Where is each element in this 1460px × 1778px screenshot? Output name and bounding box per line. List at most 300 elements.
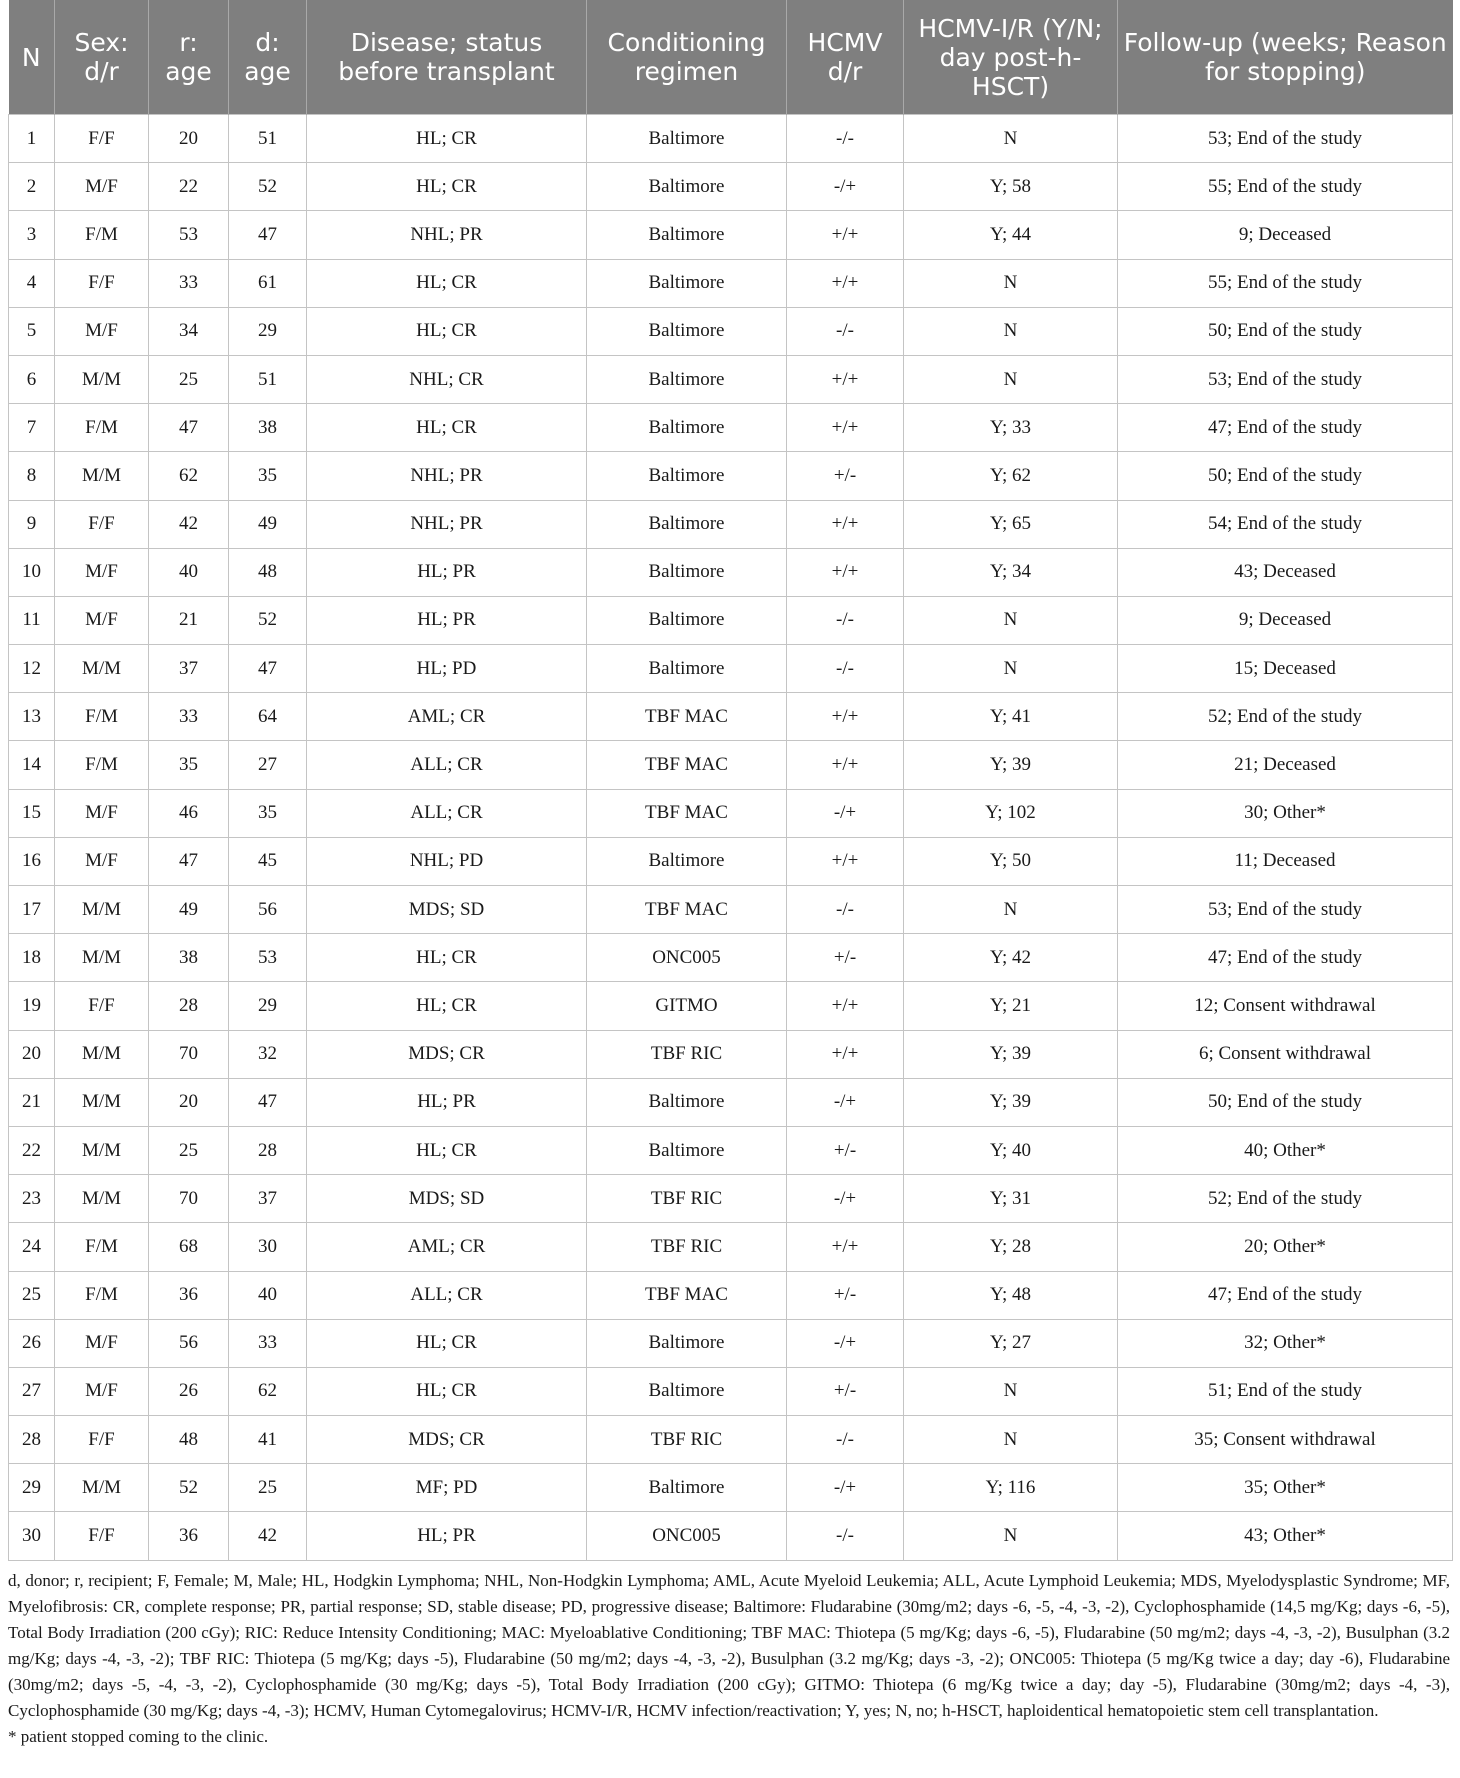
cell-hcmv-serostatus: +/+ xyxy=(787,500,904,548)
cell-sex: M/F xyxy=(55,307,149,355)
cell-disease-status: HL; CR xyxy=(307,115,587,163)
cell-n: 14 xyxy=(9,741,55,789)
cell-recipient-age: 20 xyxy=(149,1078,229,1126)
table-row xyxy=(9,163,1453,211)
cell-conditioning: Baltimore xyxy=(587,307,787,355)
cell-disease-status: MDS; SD xyxy=(307,886,587,934)
cell-hcmv-infection: N xyxy=(904,886,1118,934)
cell-disease-status: MDS; SD xyxy=(307,1175,587,1223)
cell-donor-age: 28 xyxy=(229,1126,307,1174)
cell-hcmv-infection: Y; 28 xyxy=(904,1223,1118,1271)
cell-donor-age: 61 xyxy=(229,259,307,307)
table-row xyxy=(9,645,1453,693)
table-row xyxy=(9,1126,1453,1174)
cell-follow-up: 40; Other* xyxy=(1118,1126,1453,1174)
cell-hcmv-infection: N xyxy=(904,596,1118,644)
cell-follow-up: 43; Deceased xyxy=(1118,548,1453,596)
cell-disease-status: HL; CR xyxy=(307,934,587,982)
cell-disease-status: NHL; PR xyxy=(307,500,587,548)
cell-disease-status: AML; CR xyxy=(307,693,587,741)
table-row xyxy=(9,355,1453,403)
cell-recipient-age: 25 xyxy=(149,1126,229,1174)
header-follow-up: Follow-up (weeks; Reason for stopping) xyxy=(1118,0,1453,115)
cell-n: 25 xyxy=(9,1271,55,1319)
cell-hcmv-serostatus: -/+ xyxy=(787,163,904,211)
cell-hcmv-serostatus: -/+ xyxy=(787,1319,904,1367)
cell-n: 3 xyxy=(9,211,55,259)
cell-disease-status: ALL; CR xyxy=(307,1271,587,1319)
table-row xyxy=(9,1464,1453,1512)
cell-follow-up: 9; Deceased xyxy=(1118,596,1453,644)
cell-recipient-age: 37 xyxy=(149,645,229,693)
cell-recipient-age: 26 xyxy=(149,1367,229,1415)
table-row xyxy=(9,837,1453,885)
cell-sex: F/F xyxy=(55,1416,149,1464)
cell-conditioning: Baltimore xyxy=(587,452,787,500)
cell-hcmv-infection: Y; 40 xyxy=(904,1126,1118,1174)
header-sex: Sex: d/r xyxy=(55,0,149,115)
table-row xyxy=(9,1078,1453,1126)
cell-conditioning: Baltimore xyxy=(587,163,787,211)
cell-hcmv-serostatus: +/+ xyxy=(787,741,904,789)
cell-recipient-age: 35 xyxy=(149,741,229,789)
cell-hcmv-infection: N xyxy=(904,1367,1118,1415)
cell-hcmv-serostatus: +/- xyxy=(787,1126,904,1174)
cell-sex: F/F xyxy=(55,982,149,1030)
cell-recipient-age: 68 xyxy=(149,1223,229,1271)
cell-follow-up: 43; Other* xyxy=(1118,1512,1453,1560)
cell-conditioning: GITMO xyxy=(587,982,787,1030)
cell-follow-up: 20; Other* xyxy=(1118,1223,1453,1271)
cell-sex: M/M xyxy=(55,1126,149,1174)
cell-n: 29 xyxy=(9,1464,55,1512)
cell-follow-up: 55; End of the study xyxy=(1118,259,1453,307)
table-row xyxy=(9,886,1453,934)
cell-sex: M/M xyxy=(55,886,149,934)
cell-conditioning: Baltimore xyxy=(587,115,787,163)
table-row xyxy=(9,548,1453,596)
cell-n: 15 xyxy=(9,789,55,837)
cell-donor-age: 38 xyxy=(229,404,307,452)
cell-conditioning: Baltimore xyxy=(587,1464,787,1512)
table-row xyxy=(9,500,1453,548)
cell-n: 4 xyxy=(9,259,55,307)
cell-conditioning: TBF RIC xyxy=(587,1175,787,1223)
cell-recipient-age: 40 xyxy=(149,548,229,596)
cell-hcmv-serostatus: +/+ xyxy=(787,693,904,741)
cell-conditioning: TBF RIC xyxy=(587,1223,787,1271)
table-row xyxy=(9,1416,1453,1464)
cell-sex: M/F xyxy=(55,163,149,211)
cell-donor-age: 53 xyxy=(229,934,307,982)
cell-hcmv-serostatus: +/- xyxy=(787,1271,904,1319)
cell-disease-status: ALL; CR xyxy=(307,741,587,789)
cell-conditioning: TBF RIC xyxy=(587,1030,787,1078)
cell-n: 30 xyxy=(9,1512,55,1560)
cell-hcmv-infection: N xyxy=(904,307,1118,355)
cell-donor-age: 29 xyxy=(229,982,307,1030)
cell-n: 27 xyxy=(9,1367,55,1415)
cell-hcmv-serostatus: +/+ xyxy=(787,837,904,885)
cell-n: 16 xyxy=(9,837,55,885)
cell-disease-status: AML; CR xyxy=(307,1223,587,1271)
cell-donor-age: 25 xyxy=(229,1464,307,1512)
cell-follow-up: 50; End of the study xyxy=(1118,1078,1453,1126)
cell-disease-status: HL; CR xyxy=(307,259,587,307)
header-conditioning-regimen: Conditioning regimen xyxy=(587,0,787,115)
cell-n: 21 xyxy=(9,1078,55,1126)
cell-hcmv-infection: Y; 31 xyxy=(904,1175,1118,1223)
cell-recipient-age: 70 xyxy=(149,1030,229,1078)
cell-recipient-age: 33 xyxy=(149,693,229,741)
cell-hcmv-serostatus: -/- xyxy=(787,596,904,644)
cell-disease-status: HL; PR xyxy=(307,1512,587,1560)
cell-sex: F/F xyxy=(55,1512,149,1560)
cell-n: 22 xyxy=(9,1126,55,1174)
cell-sex: F/M xyxy=(55,741,149,789)
table-row xyxy=(9,1367,1453,1415)
cell-conditioning: TBF RIC xyxy=(587,1416,787,1464)
table-row xyxy=(9,404,1453,452)
cell-recipient-age: 20 xyxy=(149,115,229,163)
cell-disease-status: HL; PR xyxy=(307,596,587,644)
cell-sex: M/M xyxy=(55,645,149,693)
cell-donor-age: 47 xyxy=(229,1078,307,1126)
cell-sex: M/M xyxy=(55,452,149,500)
cell-hcmv-infection: Y; 48 xyxy=(904,1271,1118,1319)
cell-sex: M/M xyxy=(55,1175,149,1223)
table-row xyxy=(9,307,1453,355)
header-hcmv-serostatus: HCMV d/r xyxy=(787,0,904,115)
cell-donor-age: 37 xyxy=(229,1175,307,1223)
cell-disease-status: HL; CR xyxy=(307,1126,587,1174)
header-disease-status: Disease; status before transplant xyxy=(307,0,587,115)
cell-hcmv-serostatus: -/- xyxy=(787,307,904,355)
cell-conditioning: Baltimore xyxy=(587,211,787,259)
cell-conditioning: Baltimore xyxy=(587,837,787,885)
cell-recipient-age: 42 xyxy=(149,500,229,548)
table-row xyxy=(9,1271,1453,1319)
cell-hcmv-infection: Y; 39 xyxy=(904,741,1118,789)
cell-hcmv-serostatus: +/- xyxy=(787,452,904,500)
cell-donor-age: 51 xyxy=(229,355,307,403)
cell-n: 6 xyxy=(9,355,55,403)
cell-n: 23 xyxy=(9,1175,55,1223)
cell-n: 11 xyxy=(9,596,55,644)
cell-follow-up: 53; End of the study xyxy=(1118,115,1453,163)
cell-disease-status: HL; CR xyxy=(307,982,587,1030)
cell-follow-up: 9; Deceased xyxy=(1118,211,1453,259)
cell-sex: M/F xyxy=(55,789,149,837)
cell-recipient-age: 53 xyxy=(149,211,229,259)
cell-sex: M/F xyxy=(55,837,149,885)
cell-follow-up: 52; End of the study xyxy=(1118,1175,1453,1223)
cell-conditioning: Baltimore xyxy=(587,355,787,403)
cell-hcmv-serostatus: +/+ xyxy=(787,355,904,403)
cell-sex: M/M xyxy=(55,1030,149,1078)
abbreviations-footnote: d, donor; r, recipient; F, Female; M, Male; HL, Hodgkin Lymphoma; NHL, Non-Hodgkin Lymphoma; AML, Acute Myeloid Leukemia; ALL, Acute Lymphoid Leukemia; MDS, Myelodysplastic Syndrome; MF, Myelofibrosis: CR, complete response; PR, partial response; SD, stable disease; PD, progressive disease; Baltimore: Fludarabine (30mg/m2; days -6, -5, -4, -3, -2), Cyclophosphamide (14,5 mg/Kg; days -6, -5), Total Body Irradiation (200 cGy); RIC: Reduce Intensity Conditioning; MAC: Myeloablative Conditioning; TBF MAC: Thiotepa (5 mg/Kg; days -6, -5), Fludarabine (50 mg/m2; days -4, -3, -2), Busulphan (3.2 mg/Kg; days -4, -3, -2); TBF RIC: Thiotepa (5 mg/Kg; days -5), Fludarabine (50 mg/m2; days -4, -3, -2), Busulphan (3.2 mg/Kg; days -3, -2); ONC005: Thiotepa (5 mg/Kg twice a day; day -6), Fludarabine (30mg/m2; days -5, -4, -3, -2), Cyclophosphamide (30 mg/Kg; days -5), Total Body Irradiation (200 cGy); GITMO: Thiotepa (6 mg/Kg twice a day; day -5), Fludarabine (30mg/m2; days -4, -3), Cyclophosphamide (30 mg/Kg; days -4, -3); HCMV, Human Cytomegalovirus; HCMV-I/R, HCMV infection/reactivation; Y, yes; N, no; h-HSCT, haploidentical hematopoietic stem cell transplantation. xyxy=(8,1570,1450,1720)
cell-hcmv-serostatus: +/+ xyxy=(787,982,904,1030)
cell-hcmv-infection: Y; 58 xyxy=(904,163,1118,211)
cell-donor-age: 47 xyxy=(229,211,307,259)
cell-hcmv-infection: Y; 44 xyxy=(904,211,1118,259)
cell-recipient-age: 25 xyxy=(149,355,229,403)
cell-donor-age: 32 xyxy=(229,1030,307,1078)
cell-donor-age: 52 xyxy=(229,163,307,211)
cell-recipient-age: 38 xyxy=(149,934,229,982)
table-body xyxy=(9,115,1453,1561)
cell-follow-up: 6; Consent withdrawal xyxy=(1118,1030,1453,1078)
cell-hcmv-infection: N xyxy=(904,115,1118,163)
cell-conditioning: Baltimore xyxy=(587,1319,787,1367)
cell-sex: F/M xyxy=(55,693,149,741)
table-row xyxy=(9,1223,1453,1271)
table-row xyxy=(9,693,1453,741)
cell-n: 26 xyxy=(9,1319,55,1367)
cell-hcmv-serostatus: -/- xyxy=(787,115,904,163)
cell-hcmv-serostatus: +/+ xyxy=(787,259,904,307)
header-donor-age: d: age xyxy=(229,0,307,115)
cell-donor-age: 35 xyxy=(229,789,307,837)
cell-conditioning: Baltimore xyxy=(587,596,787,644)
cell-n: 17 xyxy=(9,886,55,934)
cell-hcmv-serostatus: +/+ xyxy=(787,1223,904,1271)
cell-donor-age: 30 xyxy=(229,1223,307,1271)
cell-recipient-age: 47 xyxy=(149,837,229,885)
table-row xyxy=(9,741,1453,789)
cell-recipient-age: 56 xyxy=(149,1319,229,1367)
cell-conditioning: Baltimore xyxy=(587,500,787,548)
cell-sex: M/M xyxy=(55,355,149,403)
cell-n: 20 xyxy=(9,1030,55,1078)
cell-donor-age: 48 xyxy=(229,548,307,596)
cell-follow-up: 32; Other* xyxy=(1118,1319,1453,1367)
cell-disease-status: NHL; PR xyxy=(307,211,587,259)
cell-recipient-age: 46 xyxy=(149,789,229,837)
cell-recipient-age: 47 xyxy=(149,404,229,452)
cell-follow-up: 54; End of the study xyxy=(1118,500,1453,548)
cell-donor-age: 47 xyxy=(229,645,307,693)
cell-hcmv-infection: Y; 102 xyxy=(904,789,1118,837)
cell-donor-age: 35 xyxy=(229,452,307,500)
patient-characteristics-table xyxy=(8,0,1453,1561)
cell-follow-up: 53; End of the study xyxy=(1118,355,1453,403)
cell-sex: M/M xyxy=(55,934,149,982)
cell-sex: M/F xyxy=(55,1367,149,1415)
cell-sex: M/M xyxy=(55,1078,149,1126)
table-row xyxy=(9,982,1453,1030)
cell-n: 5 xyxy=(9,307,55,355)
cell-hcmv-infection: Y; 34 xyxy=(904,548,1118,596)
cell-recipient-age: 36 xyxy=(149,1512,229,1560)
cell-hcmv-infection: Y; 116 xyxy=(904,1464,1118,1512)
cell-hcmv-infection: Y; 65 xyxy=(904,500,1118,548)
cell-disease-status: HL; CR xyxy=(307,1319,587,1367)
cell-sex: F/M xyxy=(55,1271,149,1319)
cell-follow-up: 50; End of the study xyxy=(1118,452,1453,500)
cell-n: 13 xyxy=(9,693,55,741)
cell-sex: M/F xyxy=(55,548,149,596)
cell-recipient-age: 49 xyxy=(149,886,229,934)
header-hcmv-infection: HCMV-I/R (Y/N; day post-h-HSCT) xyxy=(904,0,1118,115)
asterisk-footnote: * patient stopped coming to the clinic. xyxy=(8,1726,269,1746)
cell-hcmv-infection: Y; 42 xyxy=(904,934,1118,982)
cell-conditioning: TBF MAC xyxy=(587,741,787,789)
cell-hcmv-serostatus: -/- xyxy=(787,645,904,693)
cell-hcmv-serostatus: +/+ xyxy=(787,404,904,452)
cell-donor-age: 33 xyxy=(229,1319,307,1367)
table-row xyxy=(9,789,1453,837)
cell-hcmv-infection: N xyxy=(904,259,1118,307)
cell-hcmv-infection: N xyxy=(904,1416,1118,1464)
cell-follow-up: 51; End of the study xyxy=(1118,1367,1453,1415)
table-container xyxy=(8,0,1452,1750)
cell-conditioning: Baltimore xyxy=(587,645,787,693)
cell-disease-status: MF; PD xyxy=(307,1464,587,1512)
cell-sex: M/M xyxy=(55,1464,149,1512)
header-recipient-age: r: age xyxy=(149,0,229,115)
cell-sex: F/F xyxy=(55,500,149,548)
cell-conditioning: Baltimore xyxy=(587,404,787,452)
cell-hcmv-serostatus: +/+ xyxy=(787,1030,904,1078)
cell-n: 28 xyxy=(9,1416,55,1464)
cell-disease-status: HL; PR xyxy=(307,548,587,596)
cell-conditioning: ONC005 xyxy=(587,934,787,982)
cell-conditioning: ONC005 xyxy=(587,1512,787,1560)
cell-hcmv-serostatus: -/+ xyxy=(787,1175,904,1223)
cell-donor-age: 42 xyxy=(229,1512,307,1560)
cell-conditioning: Baltimore xyxy=(587,1126,787,1174)
cell-hcmv-infection: Y; 41 xyxy=(904,693,1118,741)
cell-sex: F/F xyxy=(55,259,149,307)
cell-conditioning: Baltimore xyxy=(587,259,787,307)
cell-n: 24 xyxy=(9,1223,55,1271)
cell-recipient-age: 36 xyxy=(149,1271,229,1319)
cell-hcmv-infection: Y; 27 xyxy=(904,1319,1118,1367)
cell-recipient-age: 33 xyxy=(149,259,229,307)
cell-disease-status: HL; PD xyxy=(307,645,587,693)
cell-conditioning: TBF MAC xyxy=(587,1271,787,1319)
cell-recipient-age: 22 xyxy=(149,163,229,211)
cell-recipient-age: 62 xyxy=(149,452,229,500)
cell-donor-age: 41 xyxy=(229,1416,307,1464)
cell-hcmv-serostatus: +/+ xyxy=(787,548,904,596)
cell-n: 8 xyxy=(9,452,55,500)
cell-sex: F/M xyxy=(55,1223,149,1271)
cell-n: 18 xyxy=(9,934,55,982)
cell-follow-up: 50; End of the study xyxy=(1118,307,1453,355)
cell-conditioning: Baltimore xyxy=(587,1078,787,1126)
table-row xyxy=(9,452,1453,500)
table-row xyxy=(9,1030,1453,1078)
cell-recipient-age: 34 xyxy=(149,307,229,355)
cell-conditioning: Baltimore xyxy=(587,548,787,596)
cell-n: 19 xyxy=(9,982,55,1030)
cell-disease-status: NHL; PD xyxy=(307,837,587,885)
cell-donor-age: 56 xyxy=(229,886,307,934)
cell-hcmv-serostatus: -/- xyxy=(787,1416,904,1464)
table-footnotes xyxy=(8,1568,1452,1750)
cell-donor-age: 52 xyxy=(229,596,307,644)
cell-hcmv-serostatus: -/- xyxy=(787,1512,904,1560)
cell-n: 2 xyxy=(9,163,55,211)
cell-follow-up: 30; Other* xyxy=(1118,789,1453,837)
cell-donor-age: 45 xyxy=(229,837,307,885)
cell-hcmv-serostatus: -/+ xyxy=(787,1078,904,1126)
cell-recipient-age: 28 xyxy=(149,982,229,1030)
cell-follow-up: 47; End of the study xyxy=(1118,1271,1453,1319)
cell-conditioning: TBF MAC xyxy=(587,693,787,741)
table-row xyxy=(9,1512,1453,1560)
cell-disease-status: MDS; CR xyxy=(307,1416,587,1464)
cell-hcmv-serostatus: +/- xyxy=(787,934,904,982)
cell-sex: F/M xyxy=(55,211,149,259)
cell-donor-age: 27 xyxy=(229,741,307,789)
cell-hcmv-infection: Y; 21 xyxy=(904,982,1118,1030)
cell-donor-age: 40 xyxy=(229,1271,307,1319)
cell-hcmv-infection: Y; 62 xyxy=(904,452,1118,500)
cell-hcmv-serostatus: -/+ xyxy=(787,789,904,837)
cell-hcmv-infection: Y; 39 xyxy=(904,1030,1118,1078)
cell-sex: F/M xyxy=(55,404,149,452)
cell-hcmv-serostatus: -/+ xyxy=(787,1464,904,1512)
table-row xyxy=(9,1319,1453,1367)
cell-recipient-age: 48 xyxy=(149,1416,229,1464)
cell-sex: M/F xyxy=(55,596,149,644)
cell-donor-age: 62 xyxy=(229,1367,307,1415)
table-row xyxy=(9,596,1453,644)
cell-disease-status: HL; PR xyxy=(307,1078,587,1126)
cell-follow-up: 47; End of the study xyxy=(1118,934,1453,982)
cell-conditioning: TBF MAC xyxy=(587,886,787,934)
cell-donor-age: 49 xyxy=(229,500,307,548)
cell-disease-status: HL; CR xyxy=(307,163,587,211)
cell-hcmv-serostatus: +/+ xyxy=(787,211,904,259)
cell-sex: F/F xyxy=(55,115,149,163)
cell-follow-up: 12; Consent withdrawal xyxy=(1118,982,1453,1030)
cell-hcmv-infection: N xyxy=(904,645,1118,693)
cell-disease-status: HL; CR xyxy=(307,1367,587,1415)
cell-n: 7 xyxy=(9,404,55,452)
cell-recipient-age: 52 xyxy=(149,1464,229,1512)
cell-n: 12 xyxy=(9,645,55,693)
cell-follow-up: 11; Deceased xyxy=(1118,837,1453,885)
cell-hcmv-infection: Y; 33 xyxy=(904,404,1118,452)
table-row xyxy=(9,934,1453,982)
cell-hcmv-serostatus: +/- xyxy=(787,1367,904,1415)
cell-disease-status: HL; CR xyxy=(307,404,587,452)
cell-follow-up: 47; End of the study xyxy=(1118,404,1453,452)
cell-hcmv-serostatus: -/- xyxy=(787,886,904,934)
cell-n: 10 xyxy=(9,548,55,596)
cell-hcmv-infection: Y; 50 xyxy=(904,837,1118,885)
cell-hcmv-infection: N xyxy=(904,355,1118,403)
cell-donor-age: 29 xyxy=(229,307,307,355)
cell-follow-up: 52; End of the study xyxy=(1118,693,1453,741)
cell-follow-up: 35; Consent withdrawal xyxy=(1118,1416,1453,1464)
cell-follow-up: 15; Deceased xyxy=(1118,645,1453,693)
table-row xyxy=(9,1175,1453,1223)
cell-disease-status: HL; CR xyxy=(307,307,587,355)
cell-hcmv-infection: N xyxy=(904,1512,1118,1560)
cell-disease-status: ALL; CR xyxy=(307,789,587,837)
cell-n: 1 xyxy=(9,115,55,163)
cell-recipient-age: 21 xyxy=(149,596,229,644)
cell-follow-up: 53; End of the study xyxy=(1118,886,1453,934)
cell-recipient-age: 70 xyxy=(149,1175,229,1223)
table-header xyxy=(9,0,1453,115)
cell-follow-up: 21; Deceased xyxy=(1118,741,1453,789)
